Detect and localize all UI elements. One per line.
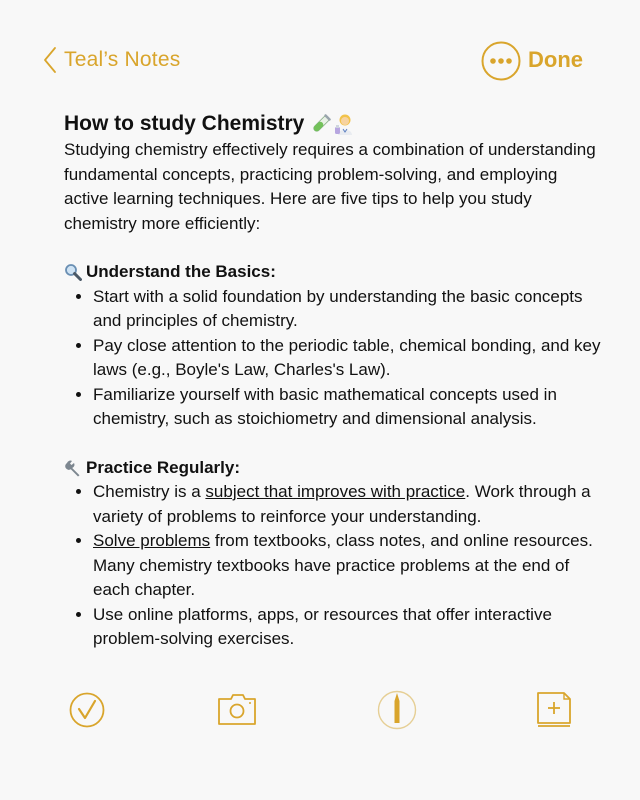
section-practice-regularly — [64, 456, 604, 652]
magnifying-glass-icon — [64, 263, 82, 281]
camera-button[interactable] — [217, 690, 257, 730]
list-item-text: from textbooks, class notes, and online resources. Many chemistry textbooks have practice problems at the end of each chapter. — [93, 531, 593, 599]
link-subject-improves[interactable]: subject that improves with practice — [205, 482, 466, 501]
list-item: • Start with a solid foundation by understanding the basic concepts and principles of chemistry. — [93, 285, 604, 334]
list-item: • Pay close attention to the periodic table, chemical bonding, and key laws (e.g., Boyle's Law, Charles's Law). — [93, 334, 604, 383]
done-button[interactable]: Done — [528, 47, 583, 72]
list-item: • Use online platforms, apps, or resources that offer interactive problem-solving exercises. — [93, 603, 604, 652]
markup-button[interactable] — [377, 690, 417, 730]
scientist-icon — [333, 113, 355, 135]
chevron-left-icon — [42, 46, 58, 74]
bullet-list — [64, 480, 604, 652]
section-heading — [64, 260, 604, 285]
bullet-list — [64, 285, 604, 432]
bottom-toolbar — [0, 690, 640, 732]
section-heading-text: Understand the Basics: — [86, 262, 276, 281]
list-item — [93, 529, 604, 603]
note-body[interactable] — [64, 110, 604, 652]
list-item-text: Chemistry is a — [93, 482, 206, 501]
back-button[interactable] — [42, 46, 180, 74]
note-intro: Studying chemistry effectively requires a combination of understanding fundamental concepts, practicing problem-solving, and employing active learning techniques. Here are five tips to help you study chemistry more efficiently: — [64, 140, 596, 233]
title-emojis — [310, 113, 355, 135]
link-solve-problems[interactable]: Solve problems — [93, 531, 211, 550]
note-title — [64, 110, 604, 138]
list-item-text: . Work through a variety of problems to reinforce your understanding. — [93, 482, 591, 526]
more-options-button[interactable] — [481, 41, 521, 81]
ellipsis-circle-icon — [481, 41, 521, 81]
list-item: • Familiarize yourself with basic mathematical concepts used in chemistry, such as stoichiometry and dimensional analysis. — [93, 383, 604, 432]
back-label: Teal’s Notes — [64, 48, 181, 71]
section-heading-text: Practice Regularly: — [86, 457, 241, 477]
note-title-text: How to study Chemistry — [64, 112, 305, 135]
new-note-icon — [535, 690, 575, 730]
wrench-icon — [64, 459, 82, 477]
navigation-bar — [0, 0, 640, 120]
new-note-button[interactable] — [535, 690, 575, 730]
pen-icon — [377, 690, 417, 730]
test-tube-icon — [310, 113, 332, 135]
section-understand-basics — [64, 260, 604, 432]
section-heading — [64, 456, 604, 481]
camera-icon — [217, 690, 257, 730]
checklist-button[interactable] — [67, 690, 107, 730]
checklist-icon — [67, 690, 107, 730]
list-item — [93, 480, 604, 529]
